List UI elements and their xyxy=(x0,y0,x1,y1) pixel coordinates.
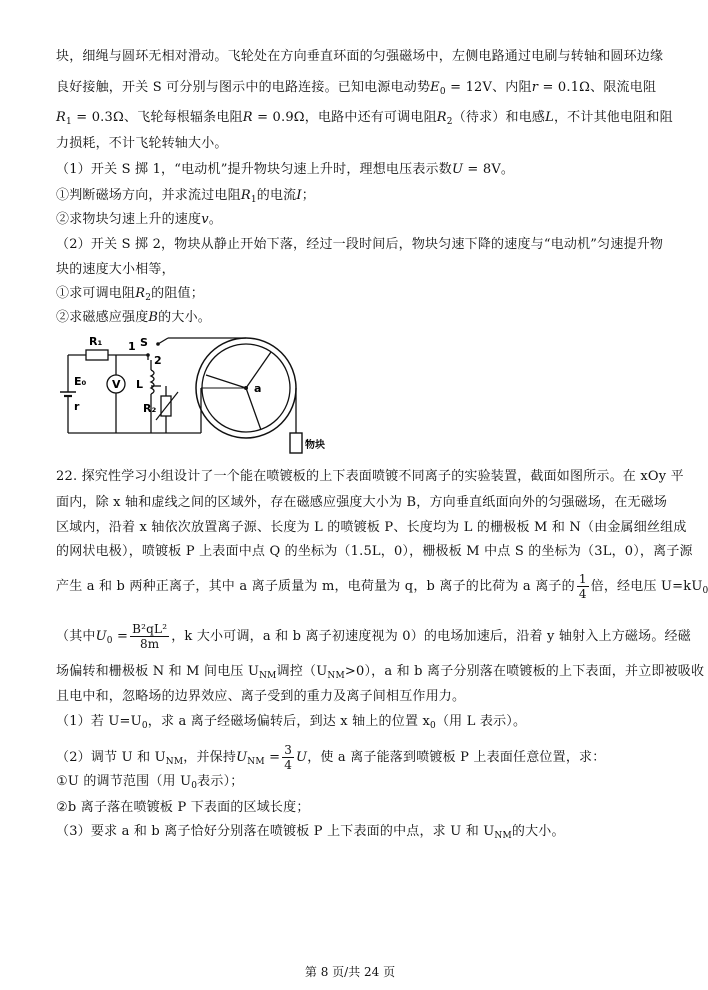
subscript: 2 xyxy=(446,117,453,127)
fraction-numerator: 1 xyxy=(578,572,587,586)
text-segment: ，k 大小可调，a 和 b 离子初速度视为 0）的电场加速后，沿着 y 轴射入上方磁场。经磁 xyxy=(171,629,691,644)
equals-sign: = xyxy=(264,750,281,765)
text-segment: （待求）和电感 xyxy=(452,110,546,125)
resistor-r2 xyxy=(161,396,171,416)
text-segment: 产生 a 和 b 两种正离子，其中 a 离子质量为 m，电荷量为 q，b 离子的比荷为 a 离子的 xyxy=(56,579,575,594)
text-line-5 xyxy=(56,161,656,179)
page-footer: 第 8 页/共 24 页 xyxy=(304,965,396,979)
label-block: 物块 xyxy=(305,440,325,451)
fraction-three-quarters xyxy=(282,743,294,772)
text-segment: 的电流 xyxy=(256,188,297,203)
q22-line-9 xyxy=(56,713,656,735)
subscript: 0 xyxy=(439,87,446,97)
fraction-numerator: B²qL² xyxy=(132,622,168,636)
symbol-u: U xyxy=(451,162,464,177)
text-line-11 xyxy=(56,309,656,327)
text-segment: （用 L 表示）。 xyxy=(435,714,527,729)
text-segment: 。 xyxy=(208,212,222,227)
spoke-1 xyxy=(206,375,246,388)
label-e0: E₀ xyxy=(74,375,87,388)
text-segment: 的大小。 xyxy=(511,824,565,839)
text-segment: ，电路中还有可调电阻 xyxy=(304,110,437,125)
label-r: r xyxy=(74,400,80,413)
circuit-diagram xyxy=(56,330,325,460)
label-s: S xyxy=(140,336,148,349)
text-segment: （1）开关 S 掷 1，“电动机”提升物块匀速上升时，理想电压表示数 xyxy=(56,162,452,177)
value-emf: = 12V xyxy=(445,80,493,95)
subscript: 0 xyxy=(191,781,198,791)
symbol-r: R xyxy=(242,110,253,125)
text-segment: 场偏转和栅极板 N 和 M 间电压 U xyxy=(56,664,260,679)
block xyxy=(290,433,302,453)
symbol-v: v xyxy=(201,212,209,227)
text-segment: 的大小。 xyxy=(158,310,211,325)
switch-pivot xyxy=(156,342,160,346)
symbol-r2: R xyxy=(436,110,447,125)
text-segment: ①判断磁场方向，并求流过电阻 xyxy=(56,188,241,203)
label-r2: R₂ xyxy=(143,402,157,415)
text-line-7 xyxy=(56,211,656,229)
q22-line-12: ②b 离子落在喷镀板 P 下表面的区域长度； xyxy=(56,800,310,815)
subscript: NM xyxy=(327,671,345,681)
text-segment: （1）若 U=U xyxy=(56,714,142,729)
symbol-b: B xyxy=(148,310,159,325)
symbol-r1: R xyxy=(56,110,66,125)
fraction-denominator: 4 xyxy=(284,758,293,772)
subscript: 0 xyxy=(141,721,148,731)
symbol-l: L xyxy=(545,110,554,125)
q22-line-11 xyxy=(56,773,656,795)
contact-1 xyxy=(146,353,150,357)
subscript: 0 xyxy=(106,636,113,646)
text-line-4: 力损耗，不计飞轮转轴大小。 xyxy=(56,136,228,151)
q22-line-3: 区域内，沿着 x 轴依次放置离子源、长度为 L 的喷镀板 P、长度均为 L 的栅极板 M 和 N（由金属细丝组成 xyxy=(56,520,687,535)
text-segment: （2）调节 U 和 U xyxy=(56,750,166,765)
value-internal-resistance: = 0.1Ω xyxy=(538,80,591,95)
fraction-u0-formula xyxy=(130,622,169,651)
label-terminal-2: 2 xyxy=(154,354,162,367)
text-line-2 xyxy=(56,79,656,101)
label-r1: R₁ xyxy=(89,335,103,348)
subscript: NM xyxy=(247,757,265,767)
q22-line-13 xyxy=(56,823,656,845)
text-segment: ②求磁感应强度 xyxy=(56,310,149,325)
symbol-r1: R xyxy=(240,188,251,203)
text-segment: 、限流电阻 xyxy=(590,80,657,95)
text-segment: 、飞轮每根辐条电阻 xyxy=(123,110,243,125)
symbol-r2: R xyxy=(135,286,146,301)
fraction-numerator: 3 xyxy=(284,743,293,757)
text-segment: （3）要求 a 和 b 离子恰好分别落在喷镀板 P 上下表面的中点，求 U 和 U xyxy=(56,824,495,839)
symbol-u: U xyxy=(236,750,248,765)
text-segment: ①求可调电阻 xyxy=(56,286,136,301)
subscript: 0 xyxy=(430,721,436,731)
text-segment: 表示）； xyxy=(197,774,244,789)
text-segment: ，使 a 离子能落到喷镀板 P 上表面任意位置，求： xyxy=(307,750,606,765)
text-line-10 xyxy=(56,285,656,307)
symbol-r: r xyxy=(531,80,539,95)
text-segment: 。 xyxy=(500,162,515,177)
text-segment: ，不计其他电阻和阻 xyxy=(553,110,673,125)
text-line-6 xyxy=(56,187,656,209)
text-line-8: （2）开关 S 掷 2，物块从静止开始下落，经过一段时间后，物块匀速下降的速度与“电动机”匀速提升物 xyxy=(56,237,664,252)
fraction-one-quarter xyxy=(577,572,589,601)
text-segment: ，求 a 离子经磁场偏转后，到达 x 轴上的位置 x xyxy=(147,714,431,729)
symbol-e0: E xyxy=(430,80,440,95)
q22-line-8: 且电中和，忽略场的边界效应、离子受到的重力及离子间相互作用力。 xyxy=(56,689,466,704)
value-spoke-resistance: = 0.9Ω xyxy=(252,110,305,125)
text-line-1: 块，细绳与圆环无相对滑动。飞轮处在方向垂直环面的匀强磁场中，左侧电路通过电刷与转轴和圆环边缘 xyxy=(56,49,664,64)
q22-line-10 xyxy=(56,743,656,772)
value-r1: = 0.3Ω xyxy=(71,110,124,125)
text-segment: >0），a 和 b 离子分别落在喷镀板的上下表面，并立即被吸收 xyxy=(344,664,705,679)
subscript: 0 xyxy=(702,586,708,596)
subscript: NM xyxy=(165,757,184,767)
q22-line-7 xyxy=(56,663,705,685)
text-segment: 调控（U xyxy=(276,664,328,679)
subscript: NM xyxy=(259,671,277,681)
q22-line-6 xyxy=(56,622,691,651)
subscript: 1 xyxy=(250,195,257,205)
text-segment: ②求物块匀速上升的速度 xyxy=(56,212,202,227)
text-segment: 倍，经电压 U=kU xyxy=(590,579,703,594)
text-segment: 、内阻 xyxy=(492,80,532,95)
label-a: a xyxy=(254,382,262,395)
subscript: 2 xyxy=(145,293,152,303)
text-segment: ； xyxy=(301,188,315,203)
q22-line-5 xyxy=(56,572,708,601)
value-voltage: = 8V xyxy=(463,162,501,177)
text-segment: 良好接触，开关 S 可分别与图示中的电路连接。已知电源电动势 xyxy=(56,80,431,95)
text-line-3 xyxy=(56,109,673,131)
subscript: 1 xyxy=(66,117,72,127)
symbol-i: I xyxy=(296,188,302,203)
text-segment: ，并保持 xyxy=(183,750,237,765)
label-v: V xyxy=(112,378,121,391)
symbol-u0: U xyxy=(95,629,107,644)
equals-sign: = xyxy=(112,629,129,644)
text-segment: （其中 xyxy=(56,629,96,644)
text-segment: 的阻值； xyxy=(151,286,204,301)
q22-line-4: 的网状电极），喷镀板 P 上表面中点 Q 的坐标为（1.5L，0），栅极板 M 中点 S 的坐标为（3L，0），离子源 xyxy=(56,544,693,559)
text-segment: ①U 的调节范围（用 U xyxy=(56,774,192,789)
q22-line-2: 面内，除 x 轴和虚线之间的区域外，存在磁感应强度大小为 B，方向垂直纸面向外的匀强磁场，在无磁场 xyxy=(56,495,668,510)
inductor-l xyxy=(151,370,154,394)
subscript: NM xyxy=(494,831,512,841)
symbol-u: U xyxy=(296,750,308,765)
resistor-r1 xyxy=(86,350,108,360)
label-terminal-1: 1 xyxy=(128,340,136,353)
label-l: L xyxy=(136,378,144,391)
fraction-denominator: 8m xyxy=(139,637,160,651)
fraction-denominator: 4 xyxy=(578,587,587,601)
text-line-9: 块的速度大小相等， xyxy=(56,262,175,277)
q22-line-1: 22. 探究性学习小组设计了一个能在喷镀板的上下表面喷镀不同离子的实验装置，截面如图所示。在 xOy 平 xyxy=(56,469,684,484)
